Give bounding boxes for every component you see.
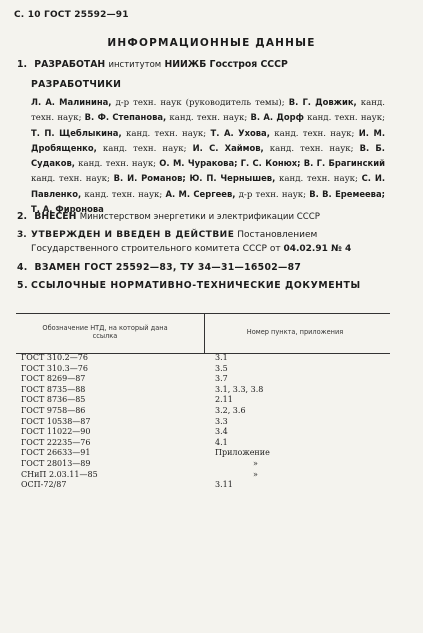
table-cell-document: ГОСТ 310.3—76 — [21, 363, 88, 373]
developers-heading: РАЗРАБОТЧИКИ — [31, 79, 122, 90]
section-1-org: НИИЖБ Госстроя СССР — [164, 59, 288, 70]
developer-name: И. М. Дробященко, — [31, 127, 386, 153]
page-header: С. 10 ГОСТ 25592—91 — [14, 10, 129, 20]
table-column-divider — [204, 313, 205, 354]
developer-name: И. С. Хаймов, — [192, 142, 264, 153]
table-cell-document: ГОСТ 26633—91 — [21, 448, 91, 458]
table-cell-document: ГОСТ 10538—87 — [21, 416, 91, 426]
table-cell-document: ГОСТ 22235—76 — [21, 437, 91, 447]
developer-name: Т. П. Щеблыкина, — [31, 127, 122, 138]
table-row — [17, 480, 377, 490]
developers-list — [31, 95, 385, 217]
section-2-text: Министерством энергетики и электрификации СССР — [79, 212, 320, 222]
developer-name: Ю. П. Чернышев, — [189, 173, 276, 184]
developer-info: канд. техн. наук; — [269, 128, 359, 139]
table-cell-document: ГОСТ 8735—88 — [21, 384, 86, 394]
table-top-rule — [16, 313, 390, 314]
table-cell-clause: 3.7 — [215, 374, 228, 384]
table-cell-clause: » — [253, 459, 258, 468]
developer-name: В. Г. Довжик, — [288, 97, 357, 107]
table-cell-clause: 3.3 — [215, 416, 228, 426]
developer-info: канд. техн. наук; — [275, 174, 362, 185]
table-row — [17, 459, 377, 469]
developer-info: канд. техн. наук; — [303, 113, 385, 124]
table-cell-clause: 4.1 — [215, 437, 228, 447]
developer-info: канд. техн. наук; — [81, 189, 166, 200]
section-5-number: 5. — [17, 280, 29, 291]
table-row — [17, 417, 377, 427]
developer-name: О. М. Чуракова; — [159, 158, 238, 169]
table-row — [17, 353, 377, 363]
table-cell-clause: 3.2, 3.6 — [215, 406, 246, 415]
table-row — [17, 385, 377, 395]
section-2 — [17, 211, 320, 222]
section-3 — [17, 228, 387, 256]
table-cell-document: ГОСТ 310.2—76 — [21, 353, 88, 362]
developer-info: канд. техн. наук; — [31, 174, 114, 185]
section-2-number: 2. — [17, 211, 28, 222]
table-cell-clause: 2.11 — [215, 395, 233, 405]
developer-info: канд. техн. наук; — [166, 113, 251, 124]
section-2-lead: ВНЕСЕН — [34, 211, 77, 222]
table-row — [17, 438, 377, 448]
table-cell-document: СНиП 2.03.11—85 — [21, 469, 98, 479]
section-4 — [17, 262, 301, 273]
table-header-clause: Номер пункта, приложения — [246, 328, 344, 336]
table-row — [17, 364, 377, 374]
section-3-number: 3. — [17, 230, 27, 240]
developer-info: канд. техн. наук; — [263, 143, 360, 154]
table-cell-document: ГОСТ 28013—89 — [21, 459, 91, 468]
table-cell-clause: 3.1, 3.3, 3.8 — [215, 384, 264, 394]
developer-name: Л. А. Малинина, — [31, 97, 112, 107]
developer-name: В. И. Романов; — [113, 173, 186, 184]
section-1 — [17, 59, 288, 70]
developer-name: В. А. Дорф — [250, 112, 304, 123]
developer-info: канд. техн. наук; — [31, 98, 385, 124]
table-cell-document: ГОСТ 9758—86 — [21, 406, 86, 415]
developer-info: д-р техн. наук (руководитель темы); — [111, 98, 289, 108]
section-4-number: 4. — [17, 262, 28, 273]
section-3-date: 04.02.91 № 4 — [283, 244, 352, 254]
table-row — [17, 470, 377, 480]
section-3-lead: УТВЕРЖДЕН И ВВЕДЕН В ДЕЙСТВИЕ — [31, 230, 235, 240]
section-1-text: институтом — [108, 60, 162, 70]
developer-name: В. Г. Брагинский — [303, 158, 385, 169]
table-cell-document: ГОСТ 11022—90 — [21, 427, 91, 437]
developer-name: А. М. Сергеев, — [165, 188, 236, 199]
developer-name: Г. С. Конюх; — [240, 158, 301, 169]
section-1-lead: РАЗРАБОТАН — [34, 59, 106, 70]
section-5-lead: ССЫЛОЧНЫЕ НОРМАТИВНО-ТЕХНИЧЕСКИЕ ДОКУМЕНТЫ — [31, 280, 361, 291]
table-cell-clause: 3.5 — [215, 363, 228, 373]
page-title: ИНФОРМАЦИОННЫЕ ДАННЫЕ — [107, 37, 316, 49]
table-row — [17, 395, 377, 405]
table-cell-document: ОСП-72/87 — [21, 480, 67, 490]
table-cell-clause: 3.1 — [215, 353, 228, 362]
section-3-text: Постановлением Государственного строительного комитета СССР от — [31, 230, 318, 254]
developer-name: Т. А. Фиронова — [31, 204, 104, 215]
developer-info: д-р техн. наук; — [235, 189, 310, 200]
table-cell-clause: » — [253, 469, 258, 479]
developer-name: В. Б. Судаков, — [31, 142, 385, 169]
section-1-number: 1. — [17, 59, 28, 70]
table-row — [17, 374, 377, 384]
developer-info: канд. техн. наук; — [121, 128, 211, 139]
table-cell-document: ГОСТ 8269—87 — [21, 374, 86, 384]
table-row — [17, 427, 377, 437]
table-row — [17, 406, 377, 416]
section-5 — [17, 279, 387, 292]
table-cell-clause: 3.11 — [215, 480, 233, 490]
developer-info: канд. техн. наук; — [74, 159, 160, 170]
table-cell-clause: Приложение — [215, 448, 270, 458]
section-4-lead: ВЗАМЕН ГОСТ 25592—83, ТУ 34—31—16502—87 — [34, 262, 302, 273]
table-cell-document: ГОСТ 8736—85 — [21, 395, 86, 405]
developer-name: Т. А. Ухова, — [210, 127, 270, 138]
table-cell-clause: 3.4 — [215, 427, 228, 437]
table-header-document: Обозначение НТД, на который дана ссылка — [42, 324, 168, 340]
developer-name: С. И. Павленко, — [31, 173, 386, 199]
developer-name: В. Ф. Степанова, — [84, 112, 167, 123]
table-row — [17, 448, 377, 458]
developer-name: В. В. Еремеева; — [309, 188, 385, 199]
developer-info: канд. техн. наук; — [96, 143, 193, 154]
